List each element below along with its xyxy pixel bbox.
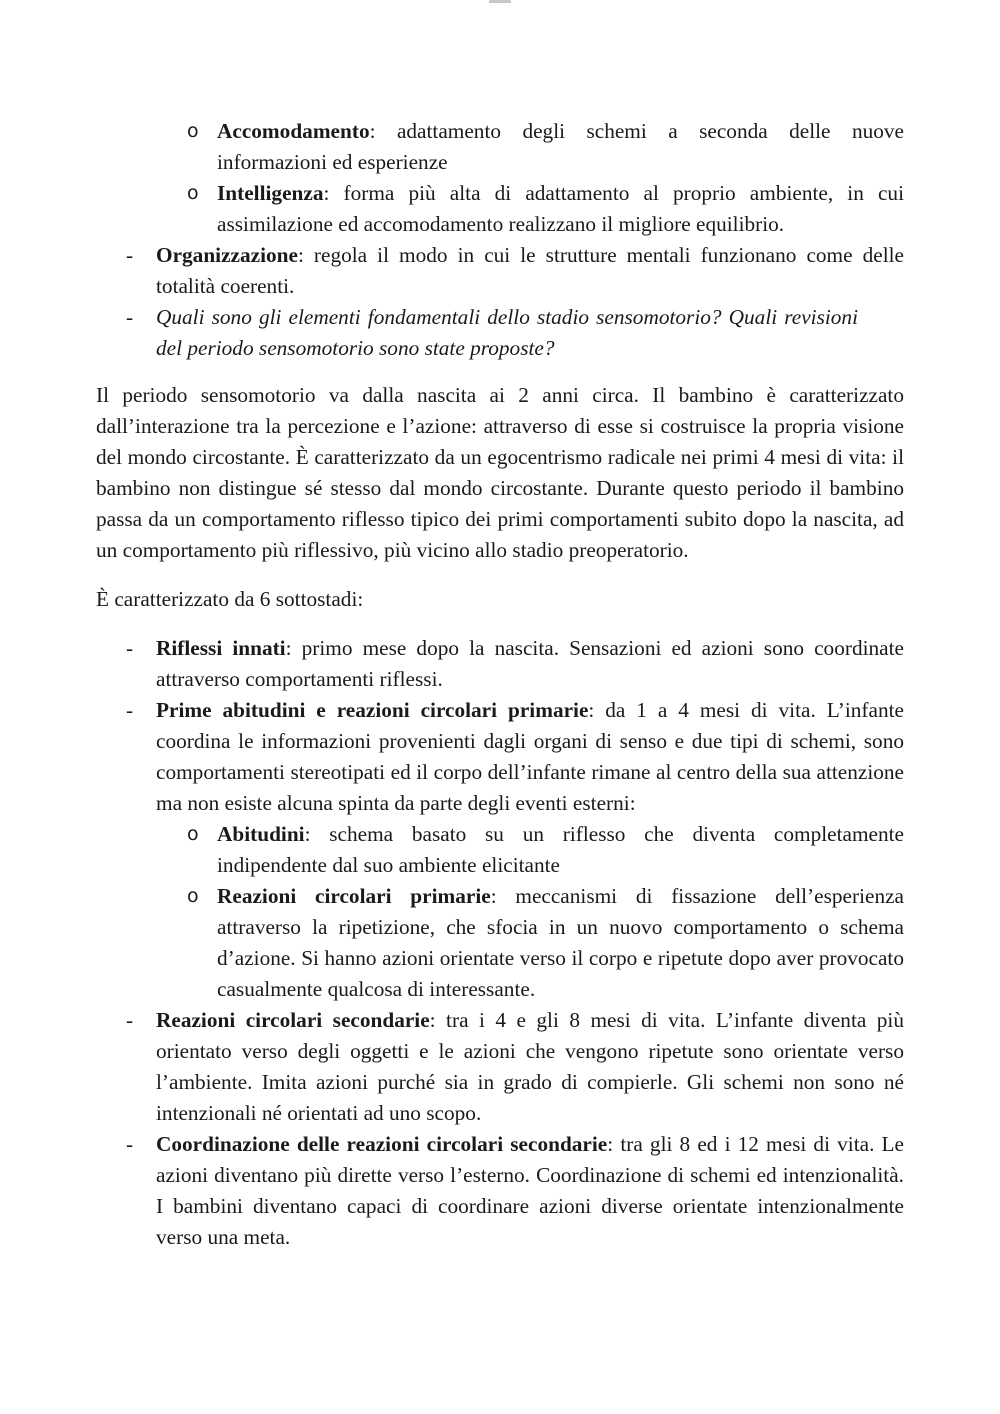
list-item xyxy=(96,302,904,364)
definition: : adattamento degli schemi a seconda delle nuove informazioni ed esperienze xyxy=(217,119,904,174)
term: Coordinazione delle reazioni circolari secondarie xyxy=(156,1132,608,1156)
sub-list xyxy=(156,819,904,1005)
list-item xyxy=(96,1005,904,1129)
definition: : schema basato su un riflesso che diventa completamente indipendente dal suo ambiente elicitante xyxy=(217,822,904,877)
circle-bullet: o xyxy=(187,823,199,845)
dash-bullet: - xyxy=(126,698,134,722)
circle-bullet: o xyxy=(187,120,199,142)
list-top xyxy=(96,240,904,364)
circle-bullet: o xyxy=(187,885,199,907)
definition: : regola il modo in cui le strutture mentali funzionano come delle totalità coerenti. xyxy=(156,243,904,298)
definition: : da 1 a 4 mesi di vita. L’infante coordina le informazioni provenienti dagli organi di senso e due tipi di schemi, sono comportamenti stereotipati ed il corpo dell’infante rimane al centro della sua attenzione ma non esiste alcuna spinta da parte degli eventi esterni: xyxy=(156,698,904,815)
term: Abitudini xyxy=(217,822,305,846)
paragraph: Il periodo sensomotorio va dalla nascita ai 2 anni circa. Il bambino è caratterizzato dall’interazione tra la percezione e l’azione: attraverso di esse si costruisce la propria visione del mondo circostante. È caratterizzato da un egocentrismo radicale nei primi 4 mesi di vita: il bambino non distingue sé stesso dal mondo circostante. Durante questo periodo il bambino passa da un comportamento riflesso tipico dei primi comportamenti subito dopo la nascita, ad un comportamento più riflessivo, più vicino allo stadio preoperatorio. xyxy=(96,383,904,562)
definition: : forma più alta di adattamento al proprio ambiente, in cui assimilazione ed accomodamento realizzano il migliore equilibrio. xyxy=(217,181,904,236)
dash-bullet: - xyxy=(126,243,134,267)
list-item xyxy=(96,178,904,240)
definition: : meccanismi di fissazione dell’esperienza attraverso la ripetizione, che sfocia in un nuovo comportamento o schema d’azione. Si hanno azioni orientate verso il corpo e ripetute dopo aver provocato casualmente qualcosa di interessante. xyxy=(217,884,905,1001)
term: Reazioni circolari primarie xyxy=(217,884,491,908)
header-mark xyxy=(489,0,511,3)
list-item xyxy=(96,695,904,1005)
stages-list xyxy=(96,633,904,1253)
list-item xyxy=(156,819,904,881)
list-item xyxy=(96,1129,904,1253)
list-item xyxy=(96,633,904,695)
definition: : tra gli 8 ed i 12 mesi di vita. Le azioni diventano più dirette verso l’esterno. Coordinazione di schemi ed intenzionalità. I bambini diventano capaci di coordinare azioni diverse orientate intenzionalmente verso una meta. xyxy=(156,1132,904,1249)
document-page xyxy=(96,116,904,1253)
term: Accomodamento xyxy=(217,119,370,143)
definition: : tra i 4 e gli 8 mesi di vita. L’infante diventa più orientato verso degli oggetti e le azioni che vengono ripetute sono orientate verso l’ambiente. Imita azioni purché sia in grado di compierle. Gli schemi non sono né intenzionali né orientati ad uno scopo. xyxy=(156,1008,904,1125)
list-item xyxy=(96,116,904,178)
term: Intelligenza xyxy=(217,181,324,205)
term: Reazioni circolari secondarie xyxy=(156,1008,430,1032)
dash-bullet: - xyxy=(126,1008,134,1032)
circle-bullet: o xyxy=(187,182,199,204)
term: Organizzazione xyxy=(156,243,298,267)
term: Riflessi innati xyxy=(156,636,286,660)
question-text: Quali sono gli elementi fondamentali dello stadio sensomotorio? Quali revisioni del periodo sensomotorio sono state proposte? xyxy=(156,305,858,360)
dash-bullet: - xyxy=(126,636,134,660)
definition: : primo mese dopo la nascita. Sensazioni ed azioni sono coordinate attraverso comportamenti riflessi. xyxy=(156,636,904,691)
term: Prime abitudini e reazioni circolari primarie xyxy=(156,698,589,722)
list-item xyxy=(96,240,904,302)
dash-bullet: - xyxy=(126,305,134,329)
list-item xyxy=(156,881,904,1005)
dash-bullet: - xyxy=(126,1132,134,1156)
paragraph: È caratterizzato da 6 sottostadi: xyxy=(96,587,364,611)
sublist-top xyxy=(96,116,904,240)
